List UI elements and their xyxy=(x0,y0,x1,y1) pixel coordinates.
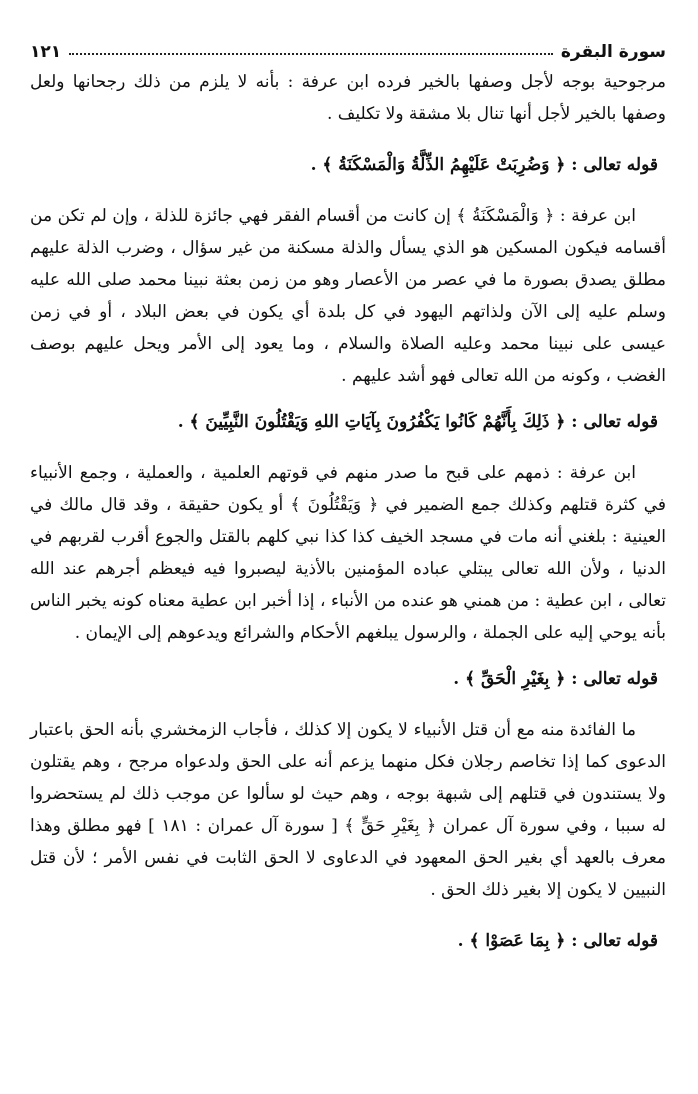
page-body xyxy=(30,66,666,957)
paragraph-3: ابن عرفة : ذمهم على قبح ما صدر منهم في قوتهم العلمية ، والعملية ، وجمع الأنبياء في كثرة قتلهم وكذلك جمع الضمير في ﴿ وَيَقْتُلُونَ ﴾ أو يكون حقيقة ، وقد قال مالك في العينية : بلغني أنه مات في مسجد الخيف كذا كذا نبي كلهم بالقتل والجوع أقرب لقربهم في الدنيا ، ولأن الله تعالى يبتلي عباده المؤمنين بالأذية ليصبروا فيه فيعظم أجرهم عند الله تعالى ، ابن عطية : من همني هو عنده من الأنباء ، إذا أخبر ابن عطية معناه كونه يخبر الناس بأنه يوحي إليه على الجملة ، والرسول يبلغهم الأحكام والشرائع ويدعوهم إلى الإيمان . xyxy=(30,463,666,643)
surah-title: سورة البقرة xyxy=(560,42,666,62)
spacer xyxy=(30,906,666,925)
spacer xyxy=(30,649,666,663)
page-header xyxy=(30,37,666,67)
header-dotted-rule xyxy=(69,53,553,55)
paragraph-4: ما الفائدة منه مع أن قتل الأنبياء لا يكون إلا كذلك ، فأجاب الزمخشري بأنه الحق باعتبار الدعوى كما إذا تخاصم رجلان فكل منهما يزعم أنه على الحق ولدعواه مرجح ، وهم يقتلون ولا يستندون في قتلهم إلى شبهة بوجه ، وهم حيث لو سألوا عن موجب ذلك لم يستحضروا له سببا ، وفي سورة آل عمران ﴿ بِغَيْرِ حَقٍّ ﴾ [ سورة آل عمران : ١٨١ ] فهو مطلق وهذا معرف بالعهد أي بغير الحق المعهود في الدعاوى لا الحق الثابت في نفس الأمر ؛ لأن قتل النبيين لا يكون إلا بغير ذلك الحق . xyxy=(30,720,666,900)
spacer xyxy=(30,181,666,200)
paragraph-2: ابن عرفة : ﴿ وَالْمَسْكَنَةُ ﴾ إن كانت من أقسام الفقر فهي جائزة للذلة ، وإن لم تكن من أقسامه فيكون المسكين هو الذي يسأل والذلة مسكنة من غير سؤال ، وضرب الذلة عليهم مطلق يصدق بصورة ما في عصر من الأعصار وهو من زمن بعثة نبينا محمد صلى الله عليه وسلم عليه إلى الآن ولذاتهم اليهود في كل بلدة أي يكون في بعض البلاد ، أو في زمن عيسى على نبينا محمد وعليه الصلاة والسلام ، وما يعود إلى الأمر ويحل عليهم بوصف الغضب ، وكونه من الله تعالى فهو أشد عليهم . xyxy=(30,206,666,386)
spacer xyxy=(30,695,666,714)
paragraph-1: مرجوحية بوجه لأجل وصفها بالخير فرده ابن عرفة : بأنه لا يلزم من ذلك رجحانها ولعل وصفها بالخير لأجل أنها تنال بلا مشقة ولا تكليف . xyxy=(30,72,666,124)
verse-heading-1: قوله تعالى : ﴿ وَضُرِبَتْ عَلَيْهِمُ الذِّلَّةُ وَالْمَسْكَنَةُ ﴾ . xyxy=(310,155,658,175)
spacer xyxy=(30,392,666,406)
verse-heading-2: قوله تعالى : ﴿ ذَلِكَ بِأَنَّهُمْ كَانُوا يَكْفُرُونَ بِآيَاتِ اللهِ وَيَقْتُلُونَ النَّبِيِّينَ ﴾ . xyxy=(177,412,658,432)
verse-heading-3: قوله تعالى : ﴿ بِغَيْرِ الْحَقِّ ﴾ . xyxy=(453,669,658,689)
spacer xyxy=(30,130,666,149)
verse-heading-4: قوله تعالى : ﴿ بِمَا عَصَوْا ﴾ . xyxy=(457,931,658,951)
spacer xyxy=(30,438,666,457)
page-number: ١٢١ xyxy=(30,42,62,62)
